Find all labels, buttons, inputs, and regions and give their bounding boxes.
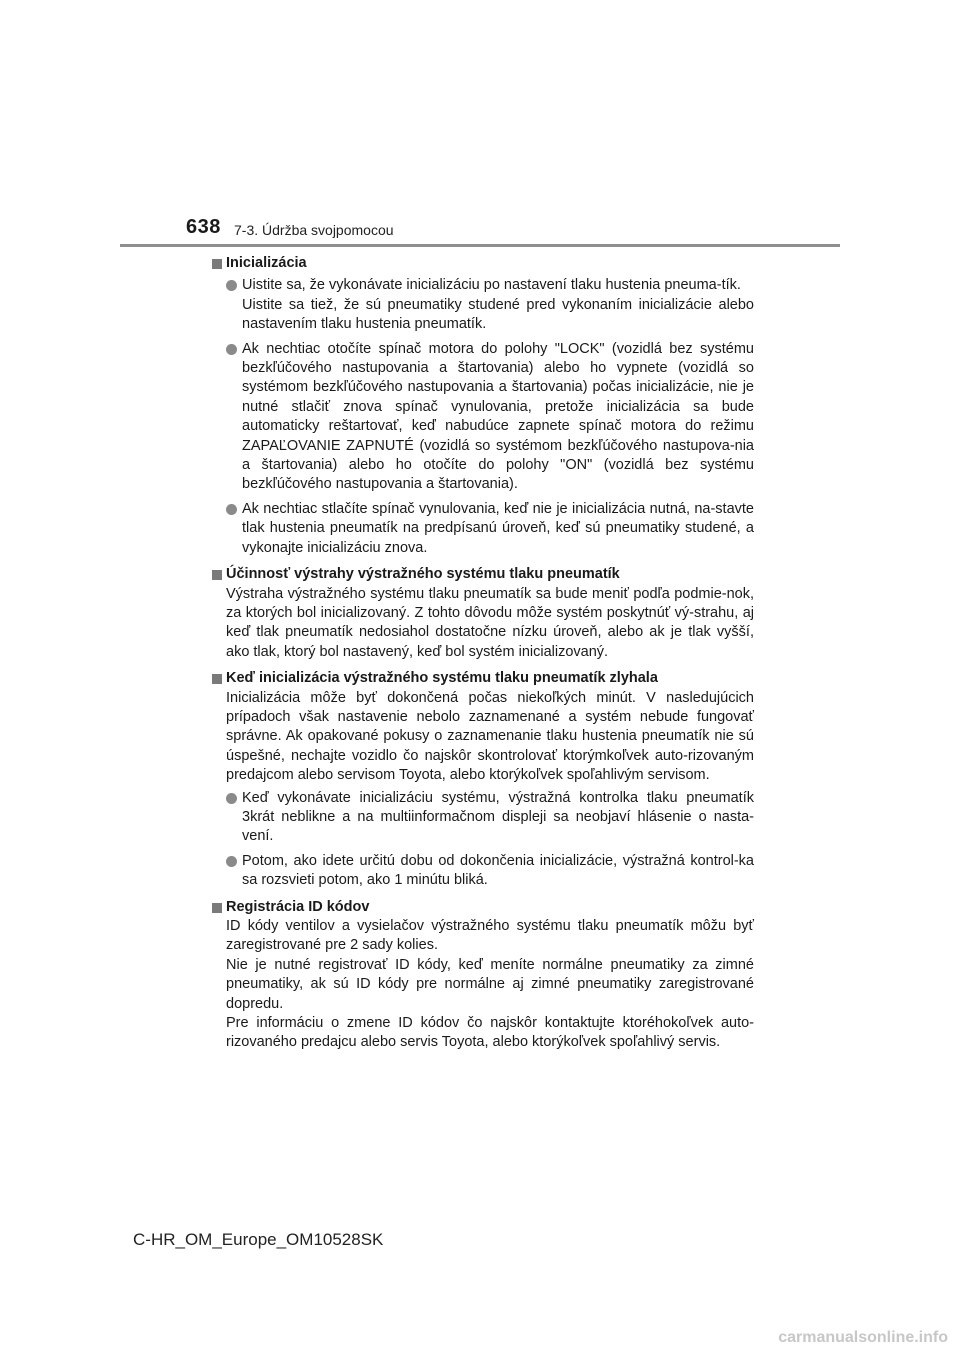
header-rule bbox=[120, 244, 840, 247]
section-heading bbox=[210, 565, 754, 584]
bullet-text: Uistite sa, že vykonávate inicializáciu po nastavení tlaku hustenia pneuma-tík. bbox=[242, 277, 741, 294]
section-heading bbox=[210, 254, 754, 273]
section-failure bbox=[210, 669, 754, 890]
paragraph: Výstraha výstražného systému tlaku pneumatík sa bude meniť podľa podmie-nok, za ktorých bol inicializovaný. Z tohto dôvodu môže systém poskytnúť vý-strahu, aj keď tlak pneumatík nedosiahol dostatočne nízku úroveň, alebo ak je tlak vyšší, ako tlak, ktorý bol nastavený, keď bol systém inicializovaný. bbox=[226, 585, 754, 660]
section-title: 7-3. Údržba svojpomocou bbox=[234, 222, 394, 238]
section-registration bbox=[210, 898, 754, 1053]
square-bullet-icon bbox=[212, 674, 222, 684]
footer-doc-code: C-HR_OM_Europe_OM10528SK bbox=[133, 1230, 384, 1249]
paragraph: Inicializácia môže byť dokončená počas niekoľkých minút. V nasledujúcich prípadoch však nastavenie nebolo zaznamenané a systém nebude fungovať správne. Ak opakované pokusy o zaznamenanie tlaku hustenia pneumatík nie sú úspešné, nechajte vozidlo čo najskôr skontrolovať ktorýmkoľvek auto-rizovaným predajcom alebo servisom Toyota, alebo ktorýkoľvek spoľahlivým servisom. bbox=[226, 689, 754, 784]
paragraph: ID kódy ventilov a vysielačov výstražného systému tlaku pneumatík môžu byť zaregistrované pre 2 sady kolies. bbox=[226, 918, 754, 954]
watermark: carmanualsonline.info bbox=[778, 1329, 948, 1346]
section-heading-text: Registrácia ID kódov bbox=[226, 898, 370, 915]
page-content bbox=[210, 254, 754, 1060]
circle-bullet-icon bbox=[226, 280, 237, 291]
bullet-text: Potom, ako idete určitú dobu od dokončenia inicializácie, výstražná kontrol-ka sa rozsvieti potom, ako 1 minútu bliká. bbox=[242, 852, 754, 889]
section-heading-text: Inicializácia bbox=[226, 255, 307, 271]
section-initialization bbox=[210, 254, 754, 558]
section-heading-text: Účinnosť výstrahy výstražného systému tlaku pneumatík bbox=[226, 566, 620, 583]
section-heading-text: Keď inicializácia výstražného systému tlaku pneumatík zlyhala bbox=[226, 670, 658, 687]
list-item bbox=[226, 789, 754, 847]
square-bullet-icon bbox=[212, 570, 222, 580]
circle-bullet-icon bbox=[226, 344, 237, 355]
list-item bbox=[226, 852, 754, 891]
bullet-text: Ak nechtiac otočíte spínač motora do polohy "LOCK" (vozidlá bez systému bezkľúčového nastupovania a štartovania) alebo ho vypnete (vozidlá so systémom bezkľúčového nastupovania a štartovania) počas inicializácie, nie je nutné stlačiť znova spínač vynulovania, pretože inicializácia sa bude automaticky reštartovať, keď nabudúce zapnete spínač motora do režimu ZAPAĽOVANIE ZAPNUTÉ (vozidlá so systémom bezkľúčového nastupova-nia a štartovania) alebo ho otočíte do polohy "ON" (vozidlá bez systému bezkľúčového nastupovania a štartovania). bbox=[242, 340, 754, 493]
circle-bullet-icon bbox=[226, 504, 237, 515]
circle-bullet-icon bbox=[226, 856, 237, 867]
paragraph: Nie je nutné registrovať ID kódy, keď meníte normálne pneumatiky za zimné pneumatiky, ak sú ID kódy pre normálne aj zimné pneumatiky zaregistrované dopredu. bbox=[226, 956, 754, 1012]
paragraph: Pre informáciu o zmene ID kódov čo najskôr kontaktujte ktoréhokoľvek auto-rizovaného predajcu alebo servis Toyota, alebo ktorýkoľvek spoľahlivý servis. bbox=[226, 1015, 754, 1051]
square-bullet-icon bbox=[212, 903, 222, 913]
bullet-text: Keď vykonávate inicializáciu systému, výstražná kontrolka tlaku pneumatík 3krát neblikne a na multiinformačnom displeji sa neobjaví hlásenie o nasta-vení. bbox=[242, 789, 754, 845]
section-effectiveness bbox=[210, 565, 754, 662]
list-item bbox=[226, 276, 754, 334]
section-heading bbox=[210, 898, 754, 917]
square-bullet-icon bbox=[212, 259, 222, 269]
page-number: 638 bbox=[186, 216, 221, 238]
bullet-text: Ak nechtiac stlačíte spínač vynulovania, keď nie je inicializácia nutná, na-stavte tlak hustenia pneumatík na predpísanú úroveň, keď sú pneumatiky studené, a vykonajte inicializáciu znova. bbox=[242, 500, 754, 556]
bullet-text: Uistite sa tiež, že sú pneumatiky studené pred vykonaním inicializácie alebo nastavením tlaku hustenia pneumatík. bbox=[242, 296, 754, 333]
circle-bullet-icon bbox=[226, 793, 237, 804]
list-item bbox=[226, 340, 754, 495]
list-item bbox=[226, 500, 754, 558]
section-heading bbox=[210, 669, 754, 688]
